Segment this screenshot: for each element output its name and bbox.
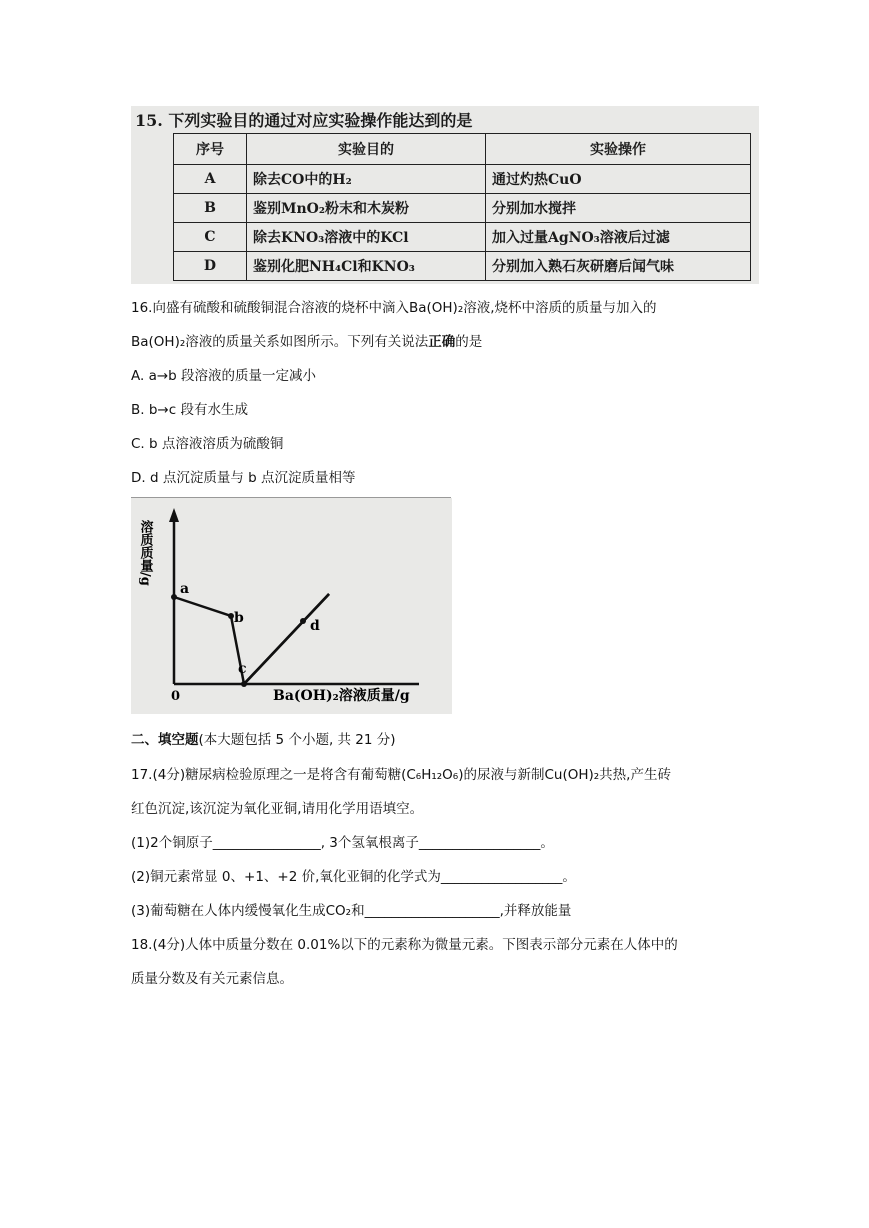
- row-operation: 分别加水搅拌: [486, 194, 751, 223]
- row-operation: 分别加入熟石灰研磨后闻气味: [486, 252, 751, 281]
- table-row: [174, 165, 751, 194]
- point-d: [300, 618, 306, 624]
- point-c: [241, 681, 247, 687]
- q16-option-c: C. b 点溶液溶质为硫酸铜: [131, 436, 284, 452]
- table-row: [174, 252, 751, 281]
- q17-line1: 17.(4分)糖尿病检验原理之一是将含有葡萄糖(C₆H₁₂O₆)的尿液与新制Cu(OH)₂共热,产生砖: [131, 767, 671, 783]
- curve-c-to-end: [244, 594, 329, 684]
- section2-title: 二、填空题: [131, 732, 199, 748]
- header-operation: 实验操作: [486, 134, 751, 165]
- row-purpose: 鉴别MnO₂粉末和木炭粉: [247, 194, 486, 223]
- q16-stem-line1: 16.向盛有硫酸和硫酸铜混合溶液的烧杯中滴入Ba(OH)₂溶液,烧杯中溶质的质量与加入的: [131, 300, 657, 316]
- section2-heading: [131, 728, 396, 748]
- x-axis-label: Ba(OH)₂溶液质量/g: [273, 688, 410, 704]
- q16-graph: [131, 498, 452, 714]
- q16-option-a: A. a→b 段溶液的质量一定减小: [131, 368, 317, 384]
- q16-stem-text: Ba(OH)₂溶液的质量关系如图所示。下列有关说法: [131, 334, 429, 350]
- row-purpose: 鉴别化肥NH₄Cl和KNO₃: [247, 252, 486, 281]
- q16-stem-end: 的是: [455, 334, 483, 350]
- q17-item2: (2)铜元素常显 0、+1、+2 价,氧化亚铜的化学式为__________________。: [131, 869, 576, 885]
- q16-option-b: B. b→c 段有水生成: [131, 402, 248, 418]
- q15-scan: [131, 106, 759, 284]
- graph-svg: [131, 498, 452, 714]
- row-id: A: [174, 165, 247, 194]
- label-c: c: [238, 661, 247, 677]
- header-purpose: 实验目的: [247, 134, 486, 165]
- row-id: B: [174, 194, 247, 223]
- q17-line2: 红色沉淀,该沉淀为氧化亚铜,请用化学用语填空。: [131, 801, 424, 817]
- table-row: [174, 223, 751, 252]
- origin-label: 0: [171, 689, 181, 704]
- q17-item1: (1)2个铜原子________________, 3个氢氧根离子__________________。: [131, 835, 554, 851]
- q18-line2: 质量分数及有关元素信息。: [131, 971, 293, 987]
- table-row: [174, 194, 751, 223]
- label-a: a: [180, 581, 190, 597]
- curve-abcd: [174, 594, 329, 684]
- y-axis-label: 溶质质量/g: [137, 520, 153, 586]
- row-id: C: [174, 223, 247, 252]
- table-header-row: [174, 134, 751, 165]
- q18-line1: 18.(4分)人体中质量分数在 0.01%以下的元素称为微量元素。下图表示部分元素在人体中的: [131, 937, 678, 953]
- q17-item3: (3)葡萄糖在人体内缓慢氧化生成CO₂和____________________,并释放能量: [131, 903, 572, 919]
- row-purpose: 除去CO中的H₂: [247, 165, 486, 194]
- q16-stem-line2: [131, 330, 482, 350]
- row-operation: 通过灼热CuO: [486, 165, 751, 194]
- row-id: D: [174, 252, 247, 281]
- section2-note: (本大题包括 5 个小题, 共 21 分): [198, 732, 396, 748]
- q15-table: [173, 133, 751, 281]
- q16-option-d: D. d 点沉淀质量与 b 点沉淀质量相等: [131, 470, 356, 486]
- y-axis-arrow-icon: [169, 508, 179, 522]
- q16-emphasis: 正确: [428, 334, 456, 350]
- q15-title: 15. 下列实验目的通过对应实验操作能达到的是: [135, 111, 473, 130]
- row-operation: 加入过量AgNO₃溶液后过滤: [486, 223, 751, 252]
- label-b: b: [234, 610, 244, 626]
- header-id: 序号: [174, 134, 247, 165]
- row-purpose: 除去KNO₃溶液中的KCl: [247, 223, 486, 252]
- label-d: d: [310, 618, 320, 634]
- point-a: [171, 594, 177, 600]
